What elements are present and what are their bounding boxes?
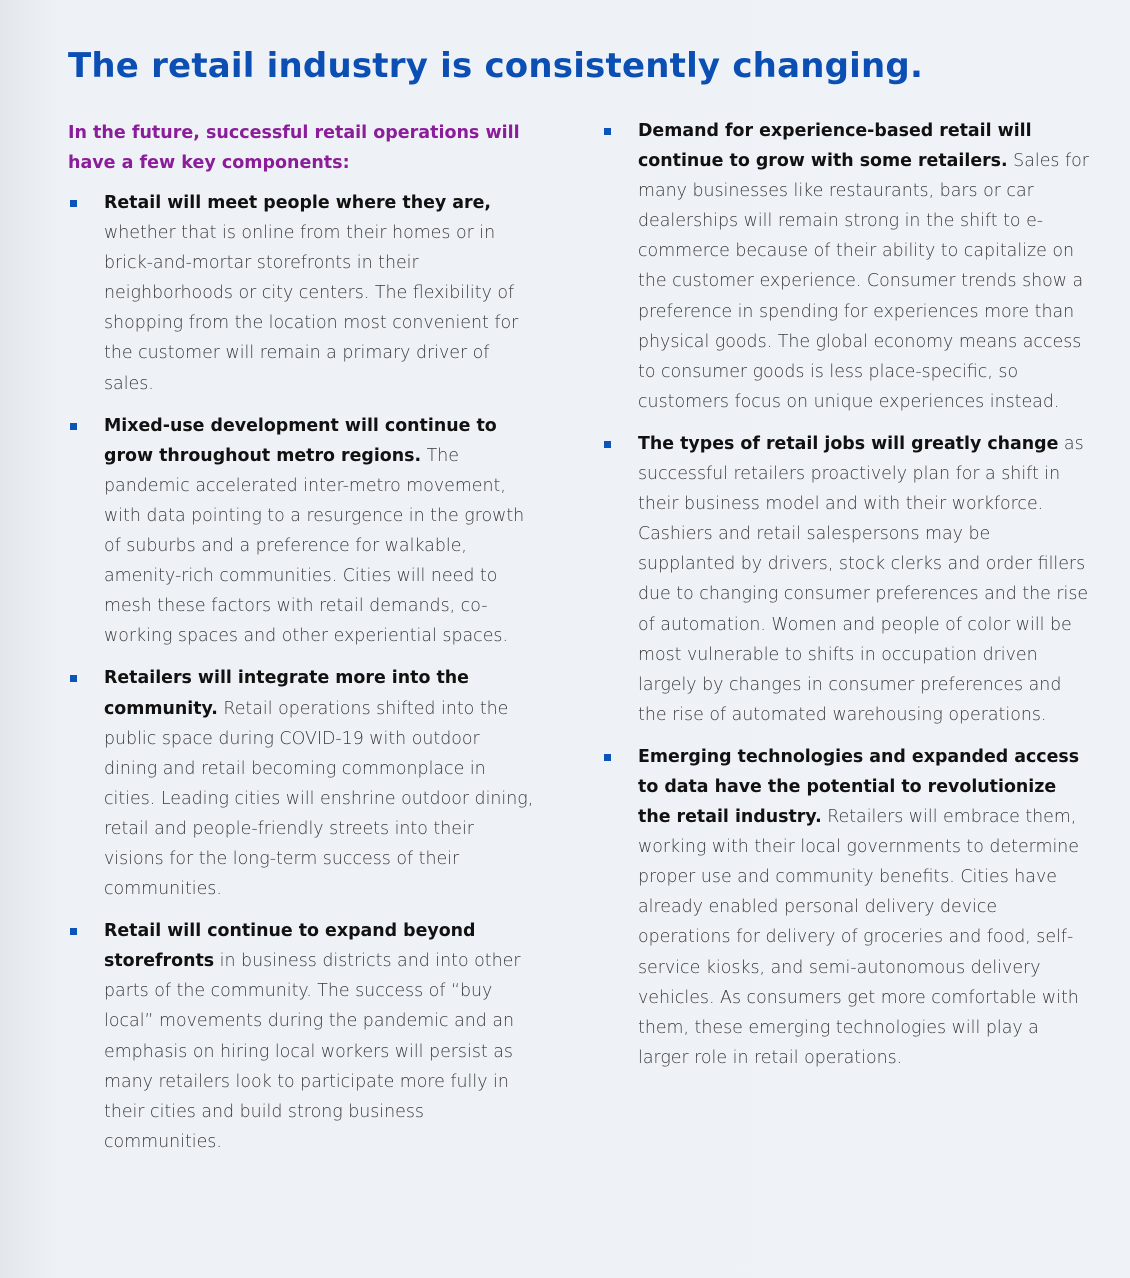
left-column [68,118,538,1169]
list-item [602,429,1092,730]
page-title: The retail industry is consistently changing. [68,46,924,86]
item-lead: Demand for experience-based retail will continue to grow with some retailers. [638,121,1032,172]
item-body: Retailers will embrace them, working with their local governments to determine proper use and community benefits. Cities have already enabled personal delivery device operations for delivery of groceries and food, self-service kiosks, and semi-autonomous delivery vehicles. As consumers get more comfortable with them, these emerging technologies will play a larger role in retail operations. [638,807,1080,1068]
list-item [602,742,1092,1073]
square-bullet-icon [604,754,611,761]
item-lead: The types of retail jobs will greatly change [638,433,1059,454]
list-item [68,663,538,904]
item-body: in business districts and into other parts of the community. The success of “buy local” movements during the pandemic and an emphasis on hiring local workers will persist as many retailers look to participate more fully in their cities and build strong business communities. [104,951,521,1152]
item-lead: Emerging technologies and expanded access to data have the potential to revolutionize the retail industry. [638,746,1080,828]
list-item [602,116,1092,417]
list-item [68,411,538,652]
square-bullet-icon [70,423,77,430]
item-lead: Retail will continue to expand beyond storefronts [104,921,476,972]
item-lead: Mixed-use development will continue to grow throughout metro regions. [104,415,497,466]
item-body: Sales for many businesses like restaurants, bars or car dealerships will remain strong in the shift to e-commerce because of their ability to capitalize on the customer experience. Consumer trends show a preference in spending for experiences more than physical goods. The global economy means access to consumer goods is less place-specific, so customers focus on unique experiences instead. [638,151,1089,412]
square-bullet-icon [604,128,611,135]
square-bullet-icon [70,200,77,207]
square-bullet-icon [70,928,77,935]
item-body: Retail operations shifted into the public space during COVID-19 with outdoor dining and retail becoming commonplace in cities. Leading cities will enshrine outdoor dining, retail and people-friendly streets into their visions for the long-term success of their communities. [104,698,534,900]
list-item [68,188,538,399]
square-bullet-icon [70,675,77,682]
item-body: The pandemic accelerated inter-metro movement, with data pointing to a resurgence in the growth of suburbs and a preference for walkable, amenity-rich communities. Cities will need to mesh these factors with retail demands, co-working spaces and other experiential spaces. [104,445,525,647]
list-item [68,916,538,1157]
item-body: as successful retailers proactively plan for a shift in their business model and with their workforce. Cashiers and retail salespersons may be supplanted by drivers, stock clerks and order fillers due to changing consumer preferences and the rise of automation. Women and people of color will be most vulnerable to shifts in occupation driven largely by changes in consumer preferences and the rise of automated warehousing operations. [638,433,1089,725]
right-column [602,116,1092,1085]
item-body: whether that is online from their homes or in brick-and-mortar storefronts in their neighborhoods or city centers. The flexibility of shopping from the location most convenient for the customer will remain a primary driver of sales. [104,223,519,394]
item-lead: Retailers will integrate more into the community. [104,668,469,719]
intro-heading: In the future, successful retail operations will have a few key components: [68,123,520,173]
square-bullet-icon [604,441,611,448]
item-lead: Retail will meet people where they are, [104,193,492,213]
